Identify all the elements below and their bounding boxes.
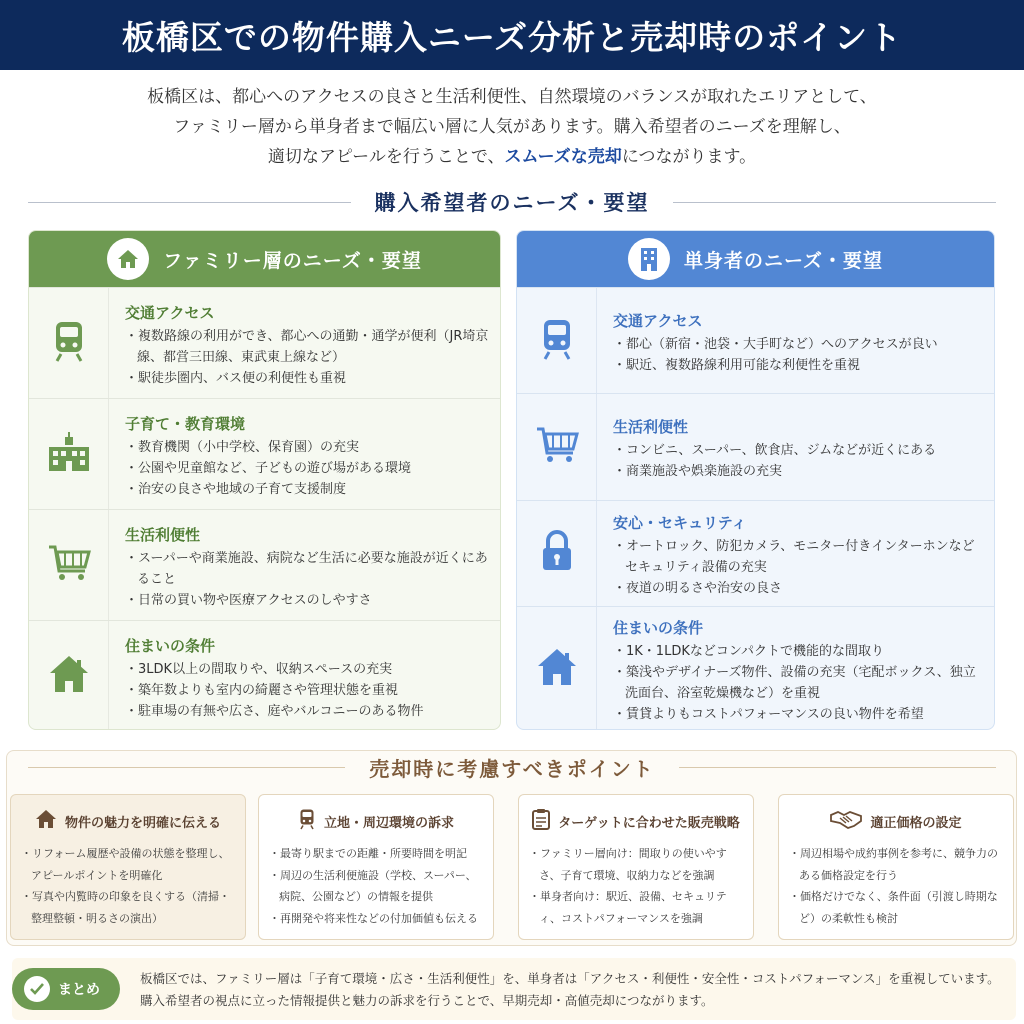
list-item: ・ 治安の良さや地域の子育て支援制度 bbox=[125, 479, 490, 500]
list-item: ・ 周辺相場や成約事例を参考に、競争力のある価格設定を行う bbox=[789, 843, 1003, 886]
list-item: ・ 単身者向け：駅近、設備、セキュリティ、コストパフォーマンスを強調 bbox=[529, 886, 743, 929]
list-item: ・ 都心（新宿・池袋・大手町など）へのアクセスが良い bbox=[613, 334, 984, 355]
intro-text bbox=[0, 82, 1024, 172]
row-title: 子育て・教育環境 bbox=[125, 414, 246, 433]
single-row-housing bbox=[517, 606, 994, 730]
train-icon bbox=[51, 320, 87, 366]
row-title: 生活利便性 bbox=[613, 417, 689, 436]
list-item: ・ 駐車場の有無や広さ、庭やバルコニーのある物件 bbox=[125, 701, 490, 722]
cart-icon bbox=[47, 543, 91, 587]
points-section-title bbox=[28, 752, 996, 782]
intro-line-2: ファミリー層から単身者まで幅広い層に人気があります。購入希望者のニーズを理解し、 bbox=[173, 117, 851, 137]
house-icon bbox=[107, 238, 149, 280]
house-icon bbox=[35, 809, 57, 833]
family-row-housing bbox=[29, 620, 500, 730]
list-item: ・ 夜道の明るさや治安の良さ bbox=[613, 578, 984, 599]
list-item: ・ 日常の買い物や医療アクセスのしやすさ bbox=[125, 590, 490, 611]
needs-section-title bbox=[28, 186, 996, 218]
summary-box bbox=[12, 958, 1016, 1020]
list-item: ・ 最寄り駅までの距離・所要時間を明記 bbox=[269, 843, 483, 865]
row-title: 住まいの条件 bbox=[613, 618, 704, 637]
list-item: ・ 公園や児童館など、子どもの遊び場がある環境 bbox=[125, 458, 490, 479]
summary-badge-label: まとめ bbox=[58, 982, 100, 998]
list-item: ・ 写真や内覧時の印象を良くする（清掃・整理整頓・明るさの演出） bbox=[21, 886, 235, 929]
divider bbox=[28, 202, 351, 203]
page-title: 板橋区での物件購入ニーズ分析と売却時のポイント bbox=[0, 0, 1024, 70]
list-item: ・ 1K・1LDKなどコンパクトで機能的な間取り bbox=[613, 641, 984, 662]
list-item: ・ 商業施設や娯楽施設の充実 bbox=[613, 461, 984, 482]
row-title: 安心・セキュリティ bbox=[613, 513, 747, 532]
family-needs-panel bbox=[28, 230, 501, 730]
divider bbox=[28, 767, 345, 768]
school-icon bbox=[47, 431, 91, 477]
list-item: ・ 複数路線の利用ができ、都心への通勤・通学が便利（JR埼京線、都営三田線、東武東上線など） bbox=[125, 326, 490, 368]
list-item: ・ スーパーや商業施設、病院など生活に必要な施設が近くにあること bbox=[125, 548, 490, 590]
summary-text bbox=[140, 968, 1010, 1012]
card-title: ターゲットに合わせた販売戦略 bbox=[558, 815, 740, 831]
divider bbox=[679, 767, 996, 768]
points-section-heading: 売却時に考慮すべきポイント bbox=[369, 756, 655, 781]
point-card-location bbox=[258, 794, 494, 940]
clipboard-icon bbox=[532, 808, 550, 834]
single-panel-title: 単身者のニーズ・要望 bbox=[683, 249, 884, 272]
check-icon bbox=[24, 976, 50, 1002]
intro-line-1: 板橋区は、都心へのアクセスの良さと生活利便性、自然環境のバランスが取れたエリアとして、 bbox=[147, 87, 877, 107]
family-panel-title: ファミリー層のニーズ・要望 bbox=[163, 249, 422, 272]
divider bbox=[673, 202, 996, 203]
lock-icon bbox=[540, 530, 574, 576]
house-icon bbox=[48, 654, 90, 698]
list-item: ・ 再開発や将来性などの付加価値も伝える bbox=[269, 908, 483, 930]
list-item: ・ 築浅やデザイナーズ物件、設備の充実（宅配ボックス、独立洗面台、浴室乾燥機など）を重視 bbox=[613, 662, 984, 704]
list-item: ・ 教育機関（小中学校、保育園）の充実 bbox=[125, 437, 490, 458]
list-item: ・ 価格だけでなく、条件面（引渡し時期など）の柔軟性も検討 bbox=[789, 886, 1003, 929]
single-panel-header bbox=[517, 231, 994, 287]
list-item: ・ 周辺の生活利便施設（学校、スーパー、病院、公園など）の情報を提供 bbox=[269, 865, 483, 908]
single-row-convenience bbox=[517, 393, 994, 499]
list-item: ・ リフォーム履歴や設備の状態を整理し、アピールポイントを明確化 bbox=[21, 843, 235, 886]
list-item: ・ ファミリー層向け：間取りの使いやすさ、子育て環境、収納力などを強調 bbox=[529, 843, 743, 886]
single-needs-panel bbox=[516, 230, 995, 730]
single-row-security bbox=[517, 500, 994, 606]
row-title: 交通アクセス bbox=[125, 303, 215, 322]
intro-line-3-pre: 適切なアピールを行うことで、 bbox=[267, 147, 505, 167]
card-title: 立地・周辺環境の訴求 bbox=[323, 815, 454, 831]
card-title: 物件の魅力を明確に伝える bbox=[64, 815, 221, 831]
family-panel-header bbox=[29, 231, 500, 287]
intro-highlight: スムーズな売却 bbox=[504, 147, 622, 167]
list-item: ・ コンビニ、スーパー、飲食店、ジムなどが近くにある bbox=[613, 440, 984, 461]
list-item: ・ 3LDK以上の間取りや、収納スペースの充実 bbox=[125, 659, 490, 680]
list-item: ・ オートロック、防犯カメラ、モニター付きインターホンなどセキュリティ設備の充実 bbox=[613, 536, 984, 578]
summary-line-2: 購入希望者の視点に立った情報提供と魅力の訴求を行うことで、早期売却・高値売却につながります。 bbox=[140, 993, 714, 1008]
point-card-pricing bbox=[778, 794, 1014, 940]
family-row-transport bbox=[29, 287, 500, 398]
summary-line-1: 板橋区では、ファミリー層は「子育て環境・広さ・生活利便性」を、単身者は「アクセス・利便性・安全性・コストパフォーマンス」を重視しています。 bbox=[140, 971, 1000, 986]
list-item: ・ 賃貸よりもコストパフォーマンスの良い物件を希望 bbox=[613, 704, 984, 725]
list-item: ・ 築年数よりも室内の綺麗さや管理状態を重視 bbox=[125, 680, 490, 701]
row-title: 交通アクセス bbox=[613, 311, 703, 330]
single-row-transport bbox=[517, 287, 994, 393]
building-icon bbox=[628, 238, 670, 280]
house-icon bbox=[536, 647, 578, 691]
handshake-icon bbox=[830, 809, 862, 833]
row-title: 住まいの条件 bbox=[125, 636, 216, 655]
row-title: 生活利便性 bbox=[125, 525, 201, 544]
list-item: ・ 駅徒歩圏内、バス便の利便性も重視 bbox=[125, 368, 490, 389]
train-icon bbox=[298, 808, 316, 834]
train-icon bbox=[539, 318, 575, 364]
card-title: 適正価格の設定 bbox=[870, 815, 962, 831]
intro-line-3-post: につながります。 bbox=[621, 147, 757, 167]
summary-badge bbox=[12, 968, 120, 1010]
cart-icon bbox=[535, 425, 579, 469]
point-card-strategy bbox=[518, 794, 754, 940]
needs-section-heading: 購入希望者のニーズ・要望 bbox=[374, 191, 650, 215]
family-row-education bbox=[29, 398, 500, 509]
family-row-convenience bbox=[29, 509, 500, 620]
list-item: ・ 駅近、複数路線利用可能な利便性を重視 bbox=[613, 355, 984, 376]
point-card-appeal bbox=[10, 794, 246, 940]
intro-line-3 bbox=[0, 142, 1024, 172]
